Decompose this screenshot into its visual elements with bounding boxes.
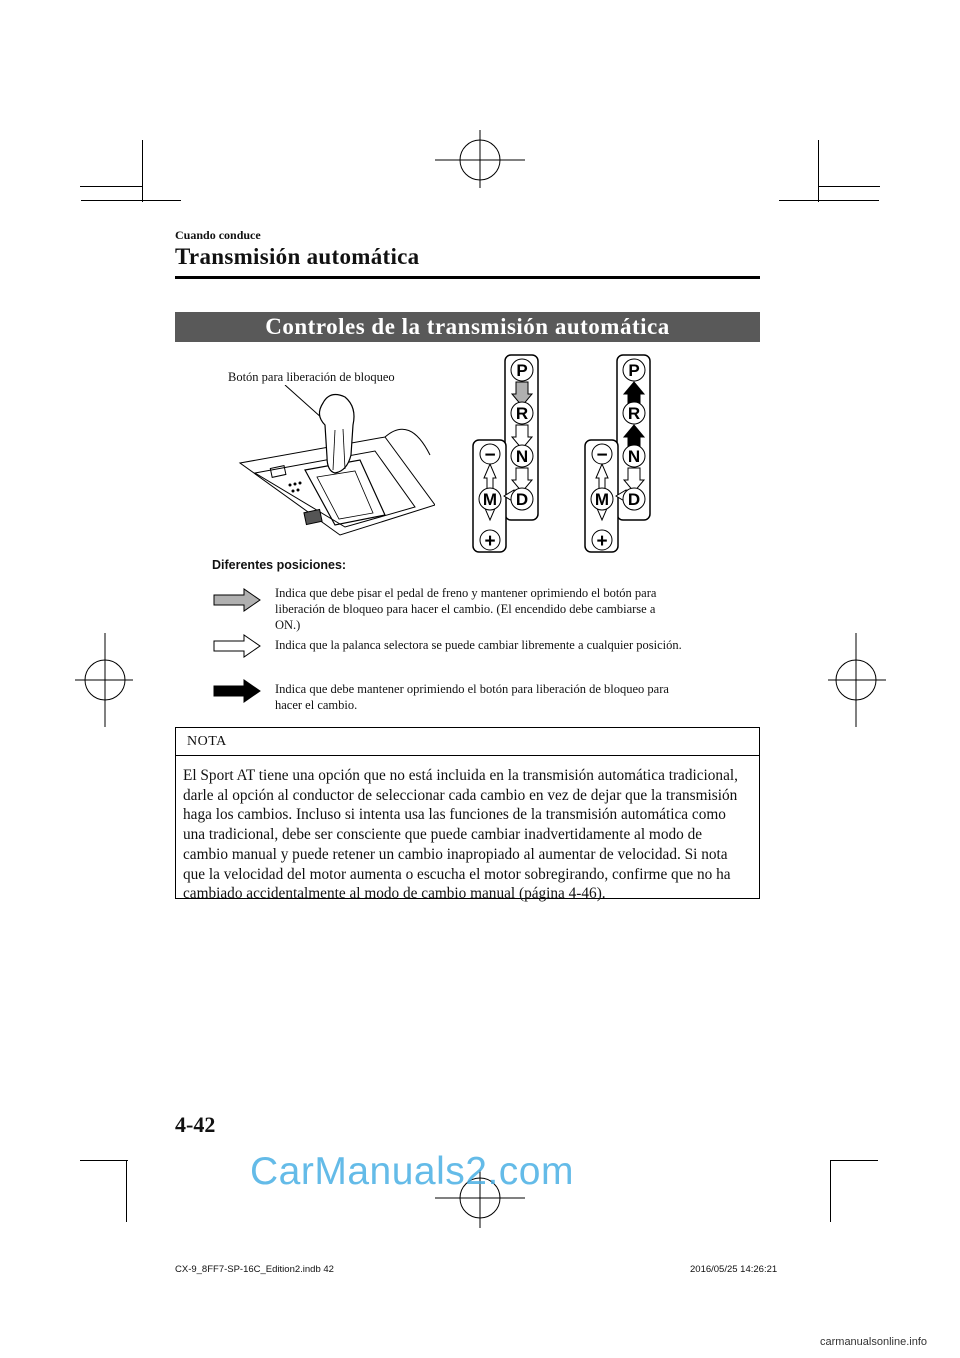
gear-p-label: P	[628, 361, 640, 380]
legend-white-line1: Indica que la palanca selectora se puede cambiar libremente a cualquier posición.	[275, 638, 682, 652]
plus-label: +	[484, 531, 496, 552]
note-heading: NOTA	[187, 734, 227, 749]
page-number: 4-42	[175, 1112, 216, 1137]
lock-release-callout: Botón para liberación de bloqueo	[228, 370, 395, 384]
watermark: CarManuals2.com	[250, 1150, 574, 1193]
gear-p-label: P	[516, 361, 528, 380]
shift-lever-illustration	[235, 385, 435, 545]
gear-m-label: M	[594, 490, 610, 509]
legend-black-line1: Indica que debe mantener oprimiendo el botón para liberación de bloqueo para	[275, 682, 669, 696]
gray-arrow-icon	[212, 588, 262, 612]
note-header	[176, 728, 759, 756]
note-line: que la velocidad del motor aumenta o escucha el motor sobregirando, confirme que no ha	[183, 865, 731, 883]
section-banner: Controles de la transmisión automática	[175, 312, 760, 342]
site-watermark: carmanualsonline.info	[820, 1336, 928, 1348]
minus-label: −	[596, 445, 608, 466]
gear-r-label: R	[627, 404, 641, 423]
gear-d-label: D	[627, 490, 641, 509]
registration-mark-left	[75, 630, 135, 730]
legend-item-gray	[275, 585, 745, 633]
note-line: haga los cambios. Incluso si intenta usa las funciones de la transmisión automática como	[183, 806, 726, 824]
page-title: Transmisión automática	[175, 244, 420, 269]
section-kicker: Cuando conduce	[175, 228, 261, 242]
legend-item-white	[275, 637, 745, 653]
legend-black-line2: hacer el cambio.	[275, 698, 358, 712]
legend-heading: Diferentes posiciones:	[212, 558, 347, 572]
gear-d-label: D	[515, 490, 529, 509]
legend-gray-line3: ON.)	[275, 618, 301, 632]
legend-gray-line1: Indica que debe pisar el pedal de freno y mantener oprimiendo el botón para	[275, 586, 657, 600]
footer-file: CX-9_8FF7-SP-16C_Edition2.indb 42	[175, 1264, 334, 1275]
title-divider	[175, 276, 760, 279]
shift-gate-diagram-black	[582, 352, 657, 557]
note-line: una tradicional, debe ser consciente que puede cambiar inadvertidamente al modo de	[183, 826, 703, 844]
gear-m-label: M	[482, 490, 498, 509]
plus-label: +	[596, 531, 608, 552]
minus-label: −	[484, 445, 496, 466]
legend-item-black	[275, 681, 745, 713]
gear-n-label: N	[627, 447, 641, 466]
gear-n-label: N	[515, 447, 529, 466]
black-arrow-icon	[212, 679, 262, 703]
registration-mark-top	[430, 130, 530, 190]
footer-timestamp: 2016/05/25 14:26:21	[690, 1264, 778, 1275]
legend-gray-line2: liberación de bloqueo para hacer el cambio. (El encendido debe cambiarse a	[275, 602, 656, 616]
shift-gate-diagram-gray	[470, 352, 545, 557]
gear-r-label: R	[515, 404, 529, 423]
white-arrow-icon	[212, 634, 262, 658]
note-line: cambiado accidentalmente al modo de cambio manual (página 4-46).	[183, 885, 606, 903]
registration-mark-right	[826, 630, 886, 730]
note-line: cambio manual y puede retener un cambio inapropiado al aumentar de velocidad. Si nota	[183, 845, 728, 863]
note-box	[175, 727, 760, 903]
note-line: El Sport AT tiene una opción que no está incluida en la transmisión automática tradicional,	[183, 767, 738, 784]
note-line: darle al opción al conductor de seleccionar cada cambio en vez de dejar que la transmisión	[183, 786, 738, 804]
note-body	[183, 766, 755, 904]
